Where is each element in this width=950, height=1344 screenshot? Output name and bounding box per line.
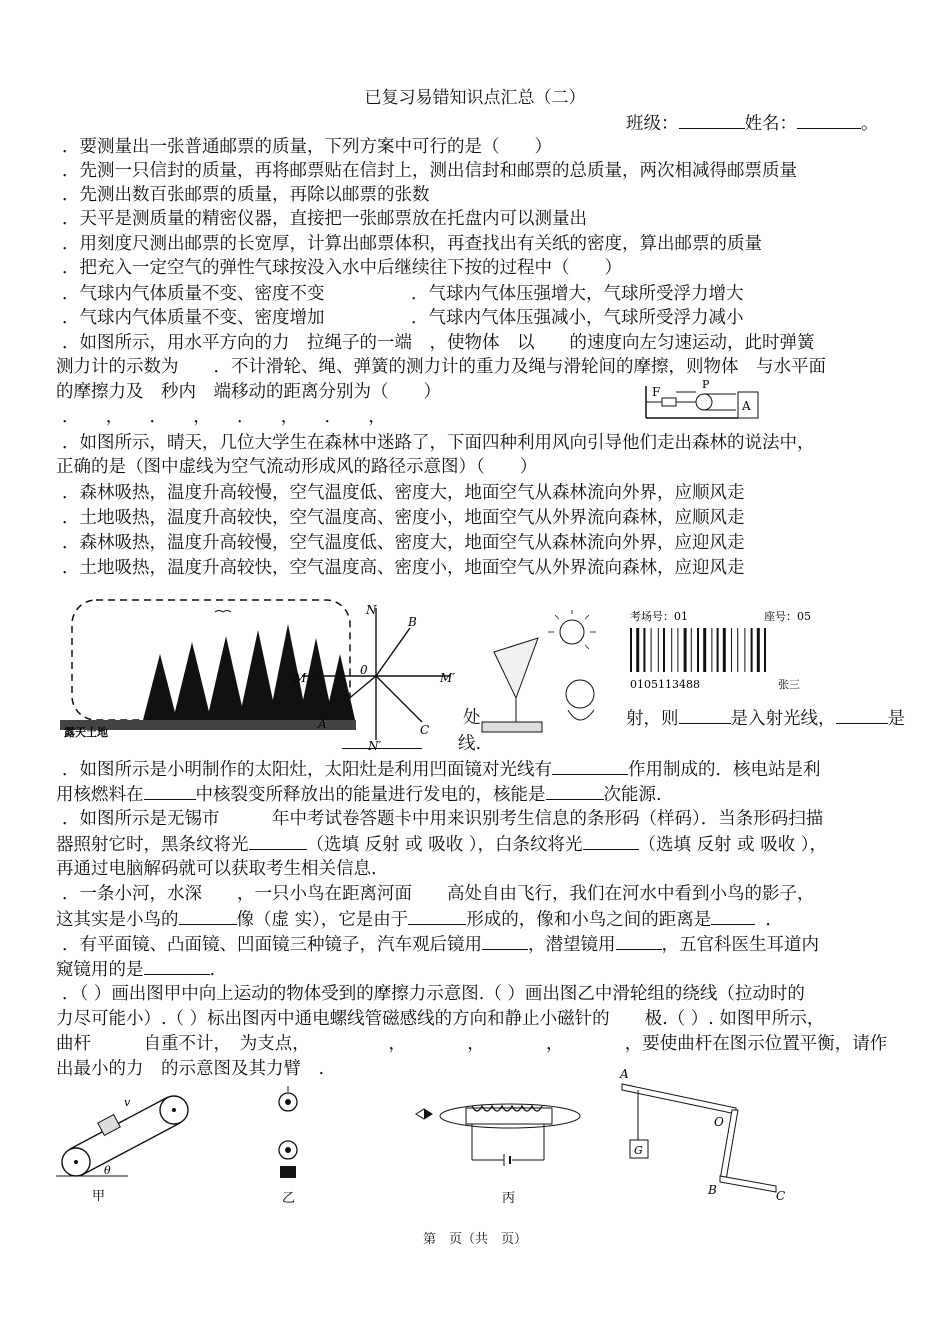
- barcode-text-c: （选填 反射 或 吸收 ），白条纹将光: [306, 835, 583, 855]
- q-line: ． ， ． ， ． ， ． ，: [62, 407, 386, 427]
- bird-text-d: 形成的，像和小鸟之间的距离是: [466, 910, 712, 930]
- q-line: ．气球内气体压强减小，气球所受浮力减小: [411, 308, 744, 328]
- q-draw-line: 曲杆 自重不计， 为支点， ， ， ， ，要使曲杆在图示位置平衡，请作: [56, 1034, 888, 1054]
- q-reflect-line: [463, 706, 481, 730]
- barcode-stripe: [643, 628, 645, 672]
- pivot-o-label: O: [714, 1115, 724, 1129]
- solar-text-e: 次能源.: [603, 785, 662, 805]
- q-line: 的摩擦力及 秒内 端移动的距离分别为（ ）: [56, 382, 441, 402]
- reflect-blank-3[interactable]: [342, 731, 422, 749]
- reflect-text-c: 是入射光线，: [730, 709, 836, 729]
- conveyor-figure: [56, 1088, 206, 1208]
- q-line: ．用刻度尺测出邮票的长宽厚，计算出邮票体积，再查找出有关纸的密度，算出邮票的质量: [62, 234, 762, 254]
- barcode-stripe: [751, 628, 753, 672]
- q-solar-line-1: [62, 757, 821, 782]
- class-label: 班级：: [626, 114, 679, 134]
- barcode-stripe: [717, 628, 719, 672]
- theta-label: θ: [104, 1164, 111, 1177]
- barcode-stripe: [663, 628, 665, 672]
- black-stripe-blank[interactable]: [249, 832, 307, 850]
- q-draw-line: ．（ ）画出图甲中向上运动的物体受到的摩擦力示意图.（ ）画出图乙中滑轮组的绕线（拉动时的: [62, 984, 805, 1004]
- q-line: ．气球内气体质量不变、密度增加: [62, 308, 325, 328]
- forest-label: 露天土地: [64, 726, 108, 739]
- q-line: ．如图所示，晴天，几位大学生在森林中迷路了，下面四种利用风向引导他们走出森林的说法中，: [62, 433, 815, 453]
- velocity-label: v: [124, 1096, 131, 1109]
- barcode-stripe: [651, 628, 652, 672]
- class-blank[interactable]: [679, 111, 745, 129]
- distance-blank[interactable]: [711, 907, 755, 925]
- q-barcode-line-3: 再通过电脑解码就可以获取考生相关信息.: [56, 859, 377, 879]
- fig-yi-label: 乙: [282, 1191, 296, 1206]
- lever-b-label: B: [708, 1183, 717, 1197]
- barcode-stripe: [691, 628, 692, 672]
- solar-text-a: ．如图所示是小明制作的太阳灶，太阳灶是利用凹面镜对光线有: [62, 760, 552, 780]
- q-reflect-line-2: [626, 706, 905, 731]
- student-info: [626, 111, 879, 136]
- fig-bing-label: 丙: [502, 1191, 516, 1206]
- ear-mirror-blank[interactable]: [144, 957, 210, 975]
- barcode-stripe: [723, 628, 726, 672]
- q-barcode-line-2: [56, 832, 827, 857]
- b-label: B: [408, 615, 417, 629]
- barcode-bars: [630, 628, 766, 672]
- seat-number: 座号：05: [764, 610, 811, 623]
- solar-blank-1[interactable]: [552, 757, 628, 775]
- barcode-stripe: [744, 628, 745, 672]
- barcode-stripe: [703, 628, 706, 672]
- solar-blank-3[interactable]: [546, 782, 604, 800]
- barcode-stripe: [671, 628, 672, 672]
- solar-text-c: 用核燃料在: [56, 785, 144, 805]
- solar-text-b: 作用制成的．核电站是利: [628, 760, 821, 780]
- q-line: 正确的是（图中虚线为空气流动形成风的路径示意图）（ ）: [56, 457, 538, 477]
- barcode-figure: [626, 606, 826, 692]
- reflect-text-d: 是: [887, 709, 905, 729]
- q-draw-line: 出最小的力 的示意图及其力臂 .: [56, 1059, 325, 1079]
- barcode-stripe: [737, 628, 738, 672]
- periscope-blank[interactable]: [616, 932, 662, 950]
- exam-number: 考场号：01: [630, 610, 688, 623]
- p-label: P: [702, 378, 710, 391]
- page-title: 已复习易错知识点汇总（二）: [364, 88, 586, 108]
- weight-g-label: G: [634, 1144, 643, 1157]
- barcode-stripe: [684, 628, 687, 672]
- q-line: 测力计的示数为 ．不计滑轮、绳、弹簧的测力计的重力及绳与滑轮间的摩擦，则物体 与水平面: [56, 357, 826, 377]
- q-mirror-line-2: [56, 957, 215, 982]
- barcode-stripe: [731, 628, 732, 672]
- q-solar-line-2: [56, 782, 662, 807]
- fig-jia-label: 甲: [92, 1189, 106, 1204]
- name-label: 姓名：: [744, 114, 797, 134]
- q-line: ．先测出数百张邮票的质量，再除以邮票的张数: [62, 185, 430, 205]
- n-label: N: [366, 603, 377, 617]
- mirror-text-b: ，潜望镜用: [528, 935, 616, 955]
- q-line: ．气球内气体压强增大，气球所受浮力增大: [411, 284, 744, 304]
- barcode-stripe: [630, 628, 632, 672]
- image-cause-blank[interactable]: [408, 907, 466, 925]
- barcode-stripe: [677, 628, 678, 672]
- q-draw-line: 力尽可能小）.（ ）标出图丙中通电螺线管磁感线的方向和静止小磁针的 极.（ ）. 如图甲所示，: [56, 1009, 825, 1029]
- n-prime-label: N′: [368, 739, 382, 753]
- barcode-stripe: [636, 628, 639, 672]
- m-label: M: [294, 671, 307, 685]
- image-type-blank[interactable]: [179, 907, 237, 925]
- student-name: 张三: [778, 678, 800, 691]
- q-line: ．森林吸热，温度升高较慢，空气温度低、密度大，地面空气从森林流向外界，应迎风走: [62, 533, 745, 553]
- mirror-text-a: ．有平面镜、凸面镜、凹面镜三种镜子，汽车观后镜用: [62, 935, 482, 955]
- rear-mirror-blank[interactable]: [482, 932, 528, 950]
- name-blank[interactable]: [797, 111, 861, 129]
- block-label: A: [742, 399, 751, 413]
- barcode-text-b: 器照射它时，黑条纹将光: [56, 835, 249, 855]
- lever-figure: [616, 1066, 796, 1206]
- pulley-group-figure: [270, 1086, 310, 1208]
- q-line: ．要测量出一张普通邮票的质量，下列方案中可行的是（ ）: [62, 137, 552, 157]
- mirror-text-e: .: [209, 960, 216, 980]
- reflect-text-b: 射，则: [626, 709, 679, 729]
- force-label: F: [652, 385, 661, 399]
- pulley-figure: [640, 374, 751, 422]
- q-line: ．如图所示，用水平方向的力 拉绳子的一端 ，使物体 以 的速度向左匀速运动，此时弹簧: [62, 333, 815, 353]
- lever-a-label: A: [620, 1067, 629, 1081]
- bird-text-b: 这其实是小鸟的: [56, 910, 179, 930]
- c-label: C: [420, 723, 430, 737]
- barcode-stripe: [711, 628, 712, 672]
- lever-c-label: C: [776, 1189, 786, 1203]
- q-line: ．天平是测质量的精密仪器，直接把一张邮票放在托盘内可以测量出: [62, 209, 587, 229]
- solar-blank-2[interactable]: [144, 782, 196, 800]
- period: 。: [861, 114, 879, 134]
- q-bird-line-2: [56, 907, 783, 932]
- barcode-text-d: （选填 反射 或 吸收 ），: [638, 835, 828, 855]
- q-bird-line-1: ．一条小河，水深 ，一只小鸟在距离河面 高处自由飞行，我们在河水中看到小鸟的影子，: [62, 884, 815, 904]
- q-reflect-line-3: [342, 731, 481, 756]
- solar-cooker-figure: [476, 610, 602, 750]
- page-footer: 第 页（共 页）: [422, 1232, 527, 1247]
- reflect-text-a: 处: [463, 708, 481, 728]
- q-mirror-line-1: [62, 932, 819, 957]
- q-line: ．森林吸热，温度升高较慢，空气温度低、密度大，地面空气从森林流向外界，应顺风走: [62, 483, 745, 503]
- q-line: ．土地吸热，温度升高较快，空气温度高、密度小，地面空气从外界流向森林，应迎风走: [62, 558, 745, 578]
- solar-text-d: 中核裂变所释放出的能量进行发电的，核能是: [195, 785, 546, 805]
- barcode-number: 0105113488: [630, 678, 700, 691]
- bird-text-e: ．: [765, 910, 783, 930]
- q-line: ．先测一只信封的质量，再将邮票贴在信封上，测出信封和邮票的总质量，两次相减得邮票质量: [62, 161, 797, 181]
- q-line: ．把充入一定空气的弹性气球按没入水中后继续往下按的过程中（ ）: [62, 258, 622, 278]
- o-label: 0: [360, 663, 368, 677]
- barcode-stripe: [757, 628, 760, 672]
- q-barcode-line-1: ．如图所示是无锡市 年中考试卷答题卡中用来识别考生信息的条形码（样码）．当条形码扫描: [62, 809, 824, 829]
- barcode-stripe: [658, 628, 659, 672]
- barcode-stripe: [697, 628, 699, 672]
- mirror-text-c: ，五官科医生耳道内: [661, 935, 819, 955]
- m-prime-label: M′: [440, 671, 456, 685]
- bird-text-c: 像（虚 实），它是由于: [236, 910, 409, 930]
- barcode-stripe: [764, 628, 766, 672]
- q-line: ．土地吸热，温度升高较快，空气温度高、密度小，地面空气从外界流向森林，应顺风走: [62, 508, 745, 528]
- reflect-blank-2[interactable]: [836, 706, 888, 724]
- incident-ray-blank[interactable]: [679, 706, 731, 724]
- reflect-text-e: 线.: [458, 734, 482, 754]
- a-label: A: [318, 717, 327, 731]
- solenoid-figure: [410, 1104, 590, 1208]
- white-stripe-blank[interactable]: [583, 832, 639, 850]
- q-line: ．气球内气体质量不变、密度不变: [62, 284, 325, 304]
- mirror-text-d: 窥镜用的是: [56, 960, 144, 980]
